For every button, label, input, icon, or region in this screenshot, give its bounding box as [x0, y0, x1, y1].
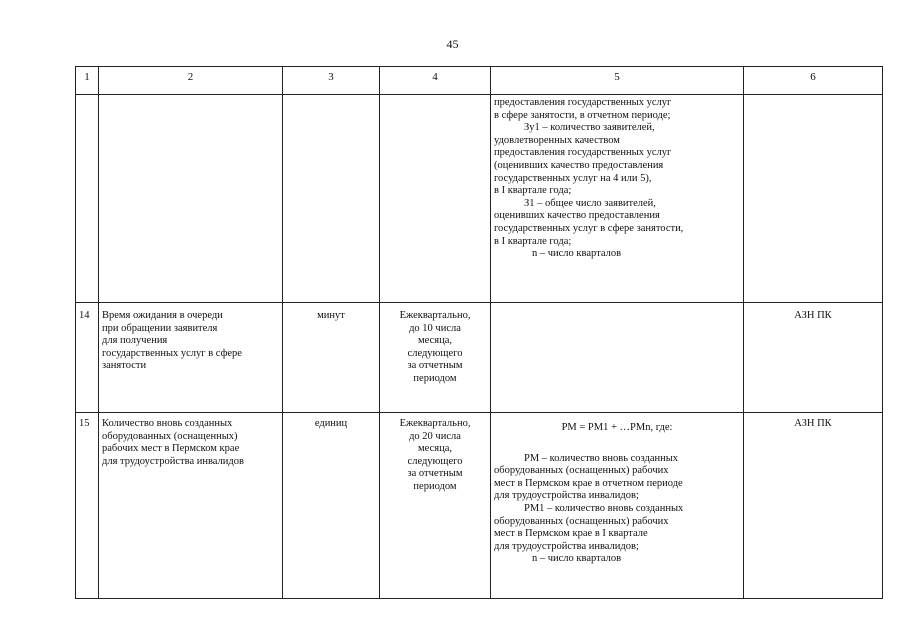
cont-line: в I квартале года; — [494, 185, 572, 197]
cont-line: государственных услуг в сфере занятости, — [494, 222, 684, 234]
cont-unit-cell — [283, 95, 380, 303]
row15-unit: единиц — [283, 413, 380, 599]
header-col-3: 3 — [283, 67, 380, 95]
cont-line: в сфере занятости, в отчетном периоде; — [494, 109, 671, 121]
row15-formula-line: РМ1 – количество вновь созданных — [524, 502, 684, 514]
row15-period — [380, 413, 491, 599]
cont-line: государственных услуг на 4 или 5), — [494, 172, 652, 184]
row14-period-line: следующего — [407, 347, 463, 359]
row15-period-line: периодом — [413, 480, 457, 492]
row14-indicator-line: для получения — [102, 335, 168, 347]
header-row — [76, 67, 883, 95]
row15-formula-line: для трудоустройства инвалидов; — [494, 490, 639, 502]
row15-formula: РМ = РМ1 + …РМn, где: — [561, 422, 673, 433]
header-col-2: 2 — [99, 67, 283, 95]
row15-indicator-line: оборудованных (оснащенных) — [102, 430, 238, 442]
row14-period-line: за отчетным — [407, 360, 463, 372]
cont-num-cell — [76, 95, 99, 303]
cont-source-cell — [744, 95, 883, 303]
row15-period-line: Ежеквартально, — [399, 418, 471, 429]
table-row-14 — [76, 303, 883, 413]
table-row-15 — [76, 413, 883, 599]
page-number: 45 — [446, 37, 459, 51]
row14-period-line: Ежеквартально, — [399, 310, 471, 321]
header-col-4: 4 — [380, 67, 491, 95]
cont-line: оценивших качество предоставления — [494, 210, 660, 222]
cont-period-cell — [380, 95, 491, 303]
cont-line: удовлетворенных качеством — [494, 134, 620, 146]
row15-num: 15 — [76, 413, 99, 599]
row15-formula-cell — [491, 413, 744, 599]
row14-formula — [491, 303, 744, 413]
cont-line: предоставления государственных услуг — [494, 97, 672, 108]
row14-indicator-line: занятости — [102, 360, 147, 372]
row14-unit: минут — [283, 303, 380, 413]
row14-indicator-line: государственных услуг в сфере — [102, 347, 242, 359]
row15-indicator-line: рабочих мест в Пермском крае — [102, 443, 240, 455]
row15-formula-line: мест в Пермском крае в отчетном периоде — [494, 477, 683, 489]
table-row-continuation — [76, 95, 883, 303]
row15-formula-line: мест в Пермском крае в I квартале — [494, 528, 648, 540]
cont-line: предоставления государственных услуг — [494, 147, 672, 159]
row14-period-line: периодом — [413, 372, 457, 384]
row14-indicator-line: Время ожидания в очереди — [102, 310, 223, 321]
header-col-6: 6 — [744, 67, 883, 95]
row15-formula-line: n – число кварталов — [532, 553, 622, 565]
row14-period-line: месяца, — [418, 335, 452, 347]
cont-line: З1 – общее число заявителей, — [524, 197, 656, 209]
row15-indicator-line: для трудоустройства инвалидов — [102, 455, 244, 467]
cont-indicator-cell — [99, 95, 283, 303]
cont-line: n – число кварталов — [532, 248, 622, 260]
cont-formula-cell — [491, 95, 744, 303]
row14-indicator — [99, 303, 283, 413]
row15-formula-line: оборудованных (оснащенных) рабочих — [494, 465, 669, 477]
header-col-1: 1 — [76, 67, 99, 95]
row15-source: АЗН ПК — [744, 413, 883, 599]
row15-formula-line: РМ – количество вновь созданных — [524, 452, 679, 464]
row15-formula-line: оборудованных (оснащенных) рабочих — [494, 515, 669, 527]
row14-source: АЗН ПК — [744, 303, 883, 413]
row15-period-line: до 20 числа — [409, 430, 461, 442]
cont-line: в I квартале года; — [494, 235, 572, 247]
cont-line: Зу1 – количество заявителей, — [524, 122, 655, 134]
row15-period-line: месяца, — [418, 443, 452, 455]
row15-period-line: следующего — [407, 455, 463, 467]
row15-indicator-line: Количество вновь созданных — [102, 418, 233, 429]
cont-line: (оценивших качество предоставления — [494, 159, 664, 171]
row15-indicator — [99, 413, 283, 599]
header-col-5: 5 — [491, 67, 744, 95]
row15-period-line: за отчетным — [407, 468, 463, 480]
row14-period — [380, 303, 491, 413]
indicators-table — [75, 66, 883, 599]
row14-period-line: до 10 числа — [409, 322, 461, 334]
row14-num: 14 — [76, 303, 99, 413]
row15-formula-line: для трудоустройства инвалидов; — [494, 540, 639, 552]
row14-indicator-line: при обращении заявителя — [102, 322, 218, 334]
